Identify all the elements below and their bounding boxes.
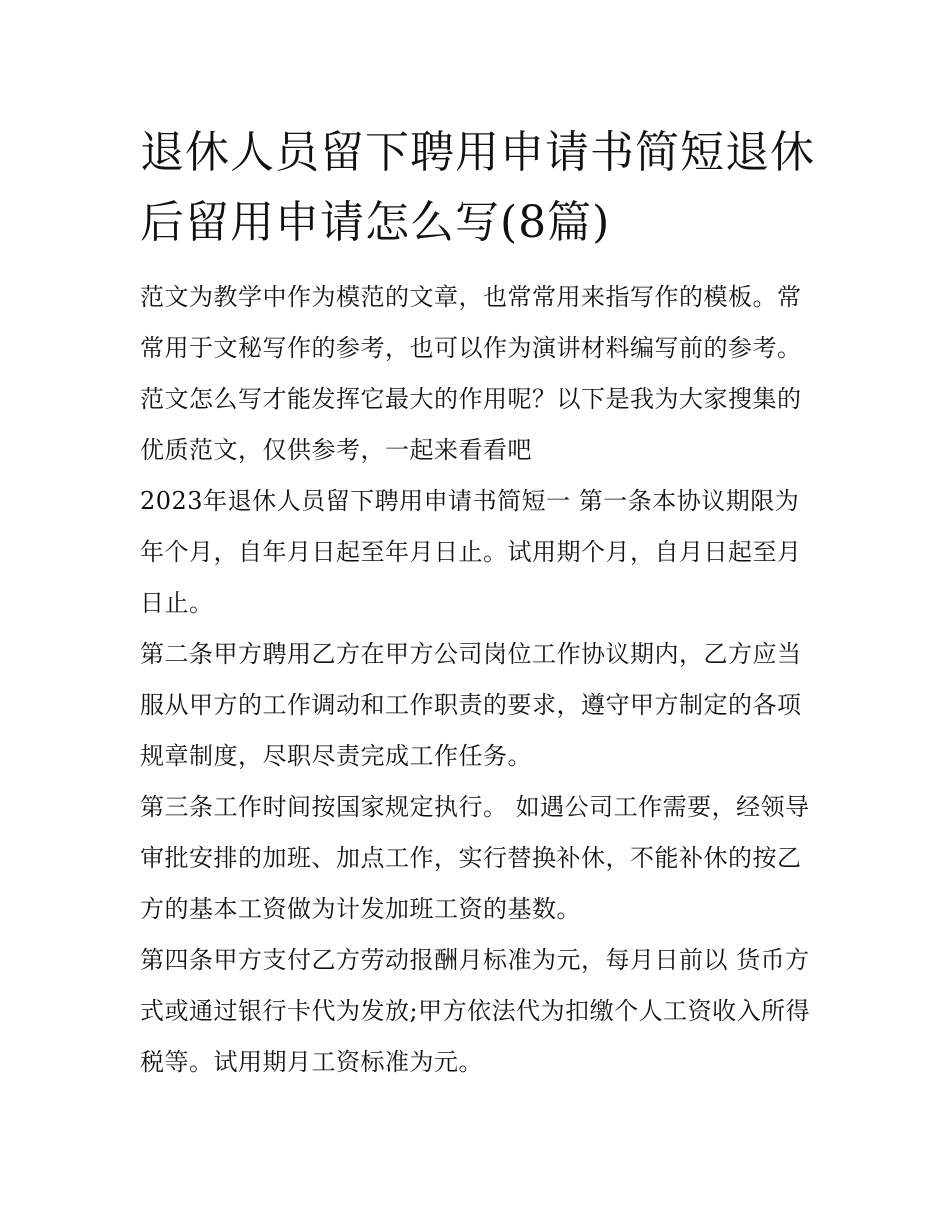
paragraph-article-3: 第三条工作时间按国家规定执行。 如遇公司工作需要，经领导审批安排的加班、加点工作，实行替换补休，不能补休的按乙方的基本工资做为计发加班工资的基数。 xyxy=(140,793,810,923)
document-title: 退休人员留下聘用申请书简短退休后留用申请怎么写(8篇) xyxy=(140,127,815,248)
paragraph-article-4: 第四条甲方支付乙方劳动报酬月标准为元，每月日前以 货币方式或通过银行卡代为发放;甲方依法代为扣缴个人工资收入所得税等。试用期月工资标准为元。 xyxy=(140,946,811,1076)
paragraph-article-2: 第二条甲方聘用乙方在甲方公司岗位工作协议期内，乙方应当服从甲方的工作调动和工作职责的要求，遵守甲方制定的各项规章制度，尽职尽责完成工作任务。 xyxy=(140,640,802,770)
document-page xyxy=(140,118,820,1088)
paragraph-intro: 范文为教学中作为模范的文章，也常常用来指写作的模板。常常用于文秘写作的参考，也可以作为演讲材料编写前的参考。范文怎么写才能发挥它最大的作用呢？以下是我为大家搜集的优质范文，仅供参考，一起来看看吧 xyxy=(140,283,802,464)
paragraph-article-1: 2023年退休人员留下聘用申请书简短一 第一条本协议期限为年个月，自年月日起至年月日止。试用期个月，自月日起至月日止。 xyxy=(140,487,802,617)
